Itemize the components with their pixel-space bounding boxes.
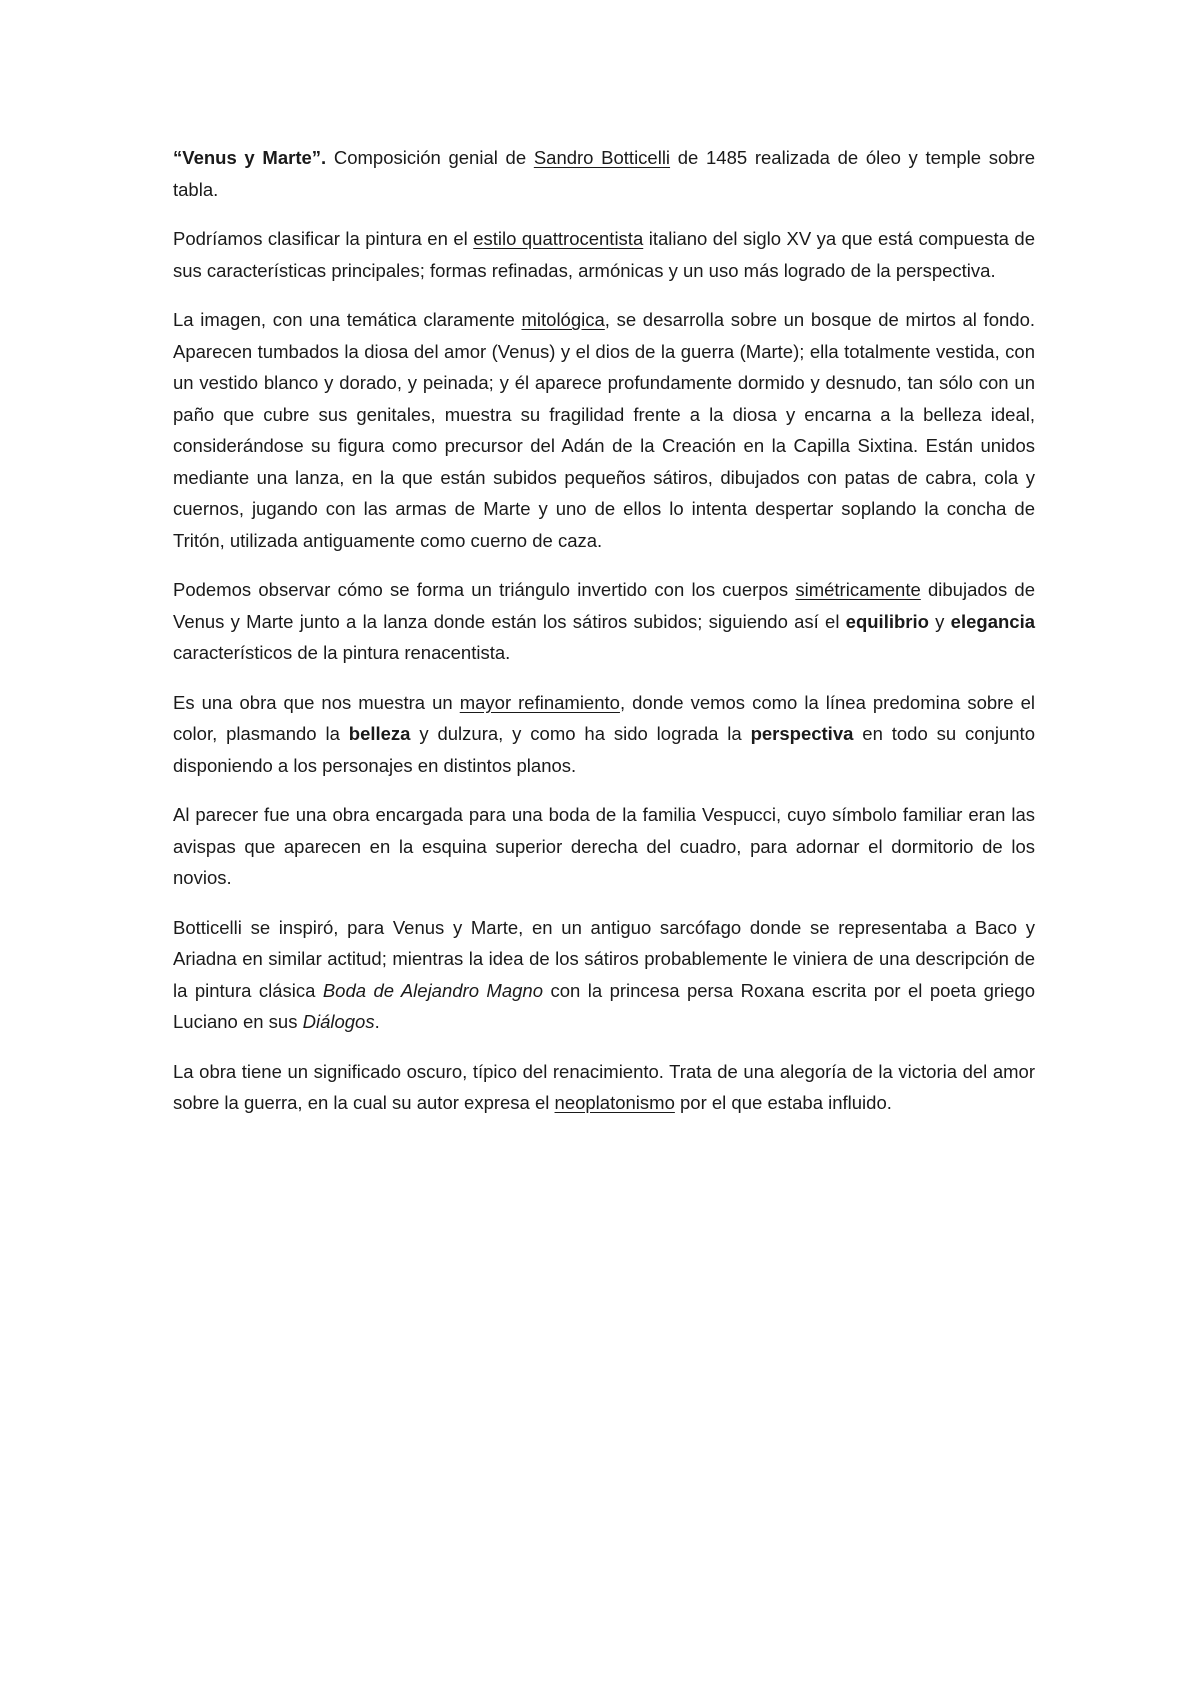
text-run: característicos de la pintura renacentista. bbox=[173, 642, 511, 663]
artwork-title: “Venus y Marte”. bbox=[173, 147, 327, 168]
link-neoplatonismo[interactable]: neoplatonismo bbox=[554, 1092, 675, 1113]
text-run: dibujados de Venus y Marte junto a la lanza donde están los sátiros subidos; siguiendo así el bbox=[173, 579, 1035, 632]
text-run: , donde vemos como la línea predomina sobre el color, plasmando la bbox=[173, 691, 1036, 744]
text-run: Al parecer fue una obra encargada para una boda de la familia Vespucci, cuyo símbolo familiar eran las avispas que aparecen en la esquina superior derecha del cuadro, para adornar el dormitorio de los novios. bbox=[173, 804, 1035, 888]
text-run: Botticelli se inspiró, para Venus y Marte, en un antiguo sarcófago donde se representaba a Baco y Ariadna en similar actitud; mientras la idea de los sátiros probablemente le viniera de una descripción de la pintura clásica bbox=[173, 916, 1035, 1001]
italic-title-boda: Boda de Alejandro Magno bbox=[322, 979, 544, 1001]
text-run: y dulzura, y como ha sido lograda la bbox=[410, 723, 751, 744]
link-simetricamente[interactable]: simétricamente bbox=[795, 579, 921, 600]
text-run: italiano del siglo XV ya que está compuesta de sus características principales; formas refinadas, armónicas y un uso más logrado de la perspectiva. bbox=[173, 228, 1035, 281]
text-run: con la princesa persa Roxana escrita por el poeta griego Luciano en sus bbox=[173, 979, 1035, 1032]
text-run: en todo su conjunto disponiendo a los personajes en distintos planos. bbox=[173, 723, 1035, 776]
paragraph-description bbox=[173, 304, 1035, 556]
text-run: . bbox=[374, 1011, 380, 1032]
text-run: Podemos observar cómo se forma un triángulo invertido con los cuerpos bbox=[173, 579, 796, 600]
text-run: Composición genial de bbox=[326, 147, 534, 168]
bold-term-equilibrio: equilibrio bbox=[845, 610, 929, 632]
text-run: Podríamos clasificar la pintura en el bbox=[173, 228, 474, 249]
bold-term-belleza: belleza bbox=[348, 723, 411, 744]
link-mayor-refinamiento[interactable]: mayor refinamiento bbox=[459, 691, 620, 713]
paragraph-intro bbox=[173, 142, 1035, 205]
text-run: La obra tiene un significado oscuro, típico del renacimiento. Trata de una alegoría de la victoria del amor sobre la guerra, en la cual su autor expresa el bbox=[173, 1060, 1035, 1113]
link-mitologica[interactable]: mitológica bbox=[521, 309, 605, 330]
paragraph-inspiration bbox=[173, 912, 1035, 1038]
link-sandro-botticelli[interactable]: Sandro Botticelli bbox=[533, 147, 671, 168]
text-run: , se desarrolla sobre un bosque de mirtos al fondo. Aparecen tumbados la diosa del amor (Venus) y el dios de la guerra (Marte); ella totalmente vestida, con un vestido blanco y dorado, y peinada; y él aparece profundamente dormido y desnudo, tan sólo con un paño que cubre sus genitales, muestra su fragilidad frente a la diosa y encarna a la belleza ideal, considerándose su figura como precursor del Adán de la Creación en la Capilla Sixtina. Están unidos mediante una lanza, en la que están subidos pequeños sátiros, dibujados con patas de cabra, cola y cuernos, jugando con las armas de Marte y uno de ellos lo intenta despertar soplando la concha de Tritón, utilizada antiguamente como cuerno de caza. bbox=[173, 309, 1035, 551]
italic-title-dialogos: Diálogos bbox=[302, 1011, 375, 1032]
link-estilo-quattrocentista[interactable]: estilo quattrocentista bbox=[473, 228, 644, 249]
text-run: y bbox=[928, 610, 951, 632]
text-run: por el que estaba influido. bbox=[674, 1092, 892, 1113]
document-body bbox=[173, 142, 1035, 1137]
paragraph-style bbox=[173, 223, 1035, 286]
paragraph-commission bbox=[173, 799, 1035, 894]
text-run: Es una obra que nos muestra un bbox=[173, 691, 460, 713]
paragraph-meaning bbox=[173, 1056, 1035, 1119]
bold-term-elegancia: elegancia bbox=[950, 610, 1035, 632]
text-run: de 1485 realizada de óleo y temple sobre tabla. bbox=[173, 147, 1035, 200]
bold-term-perspectiva: perspectiva bbox=[750, 723, 854, 744]
paragraph-refinement bbox=[173, 687, 1035, 782]
text-run: La imagen, con una temática claramente bbox=[173, 309, 522, 330]
paragraph-composition bbox=[173, 574, 1035, 669]
